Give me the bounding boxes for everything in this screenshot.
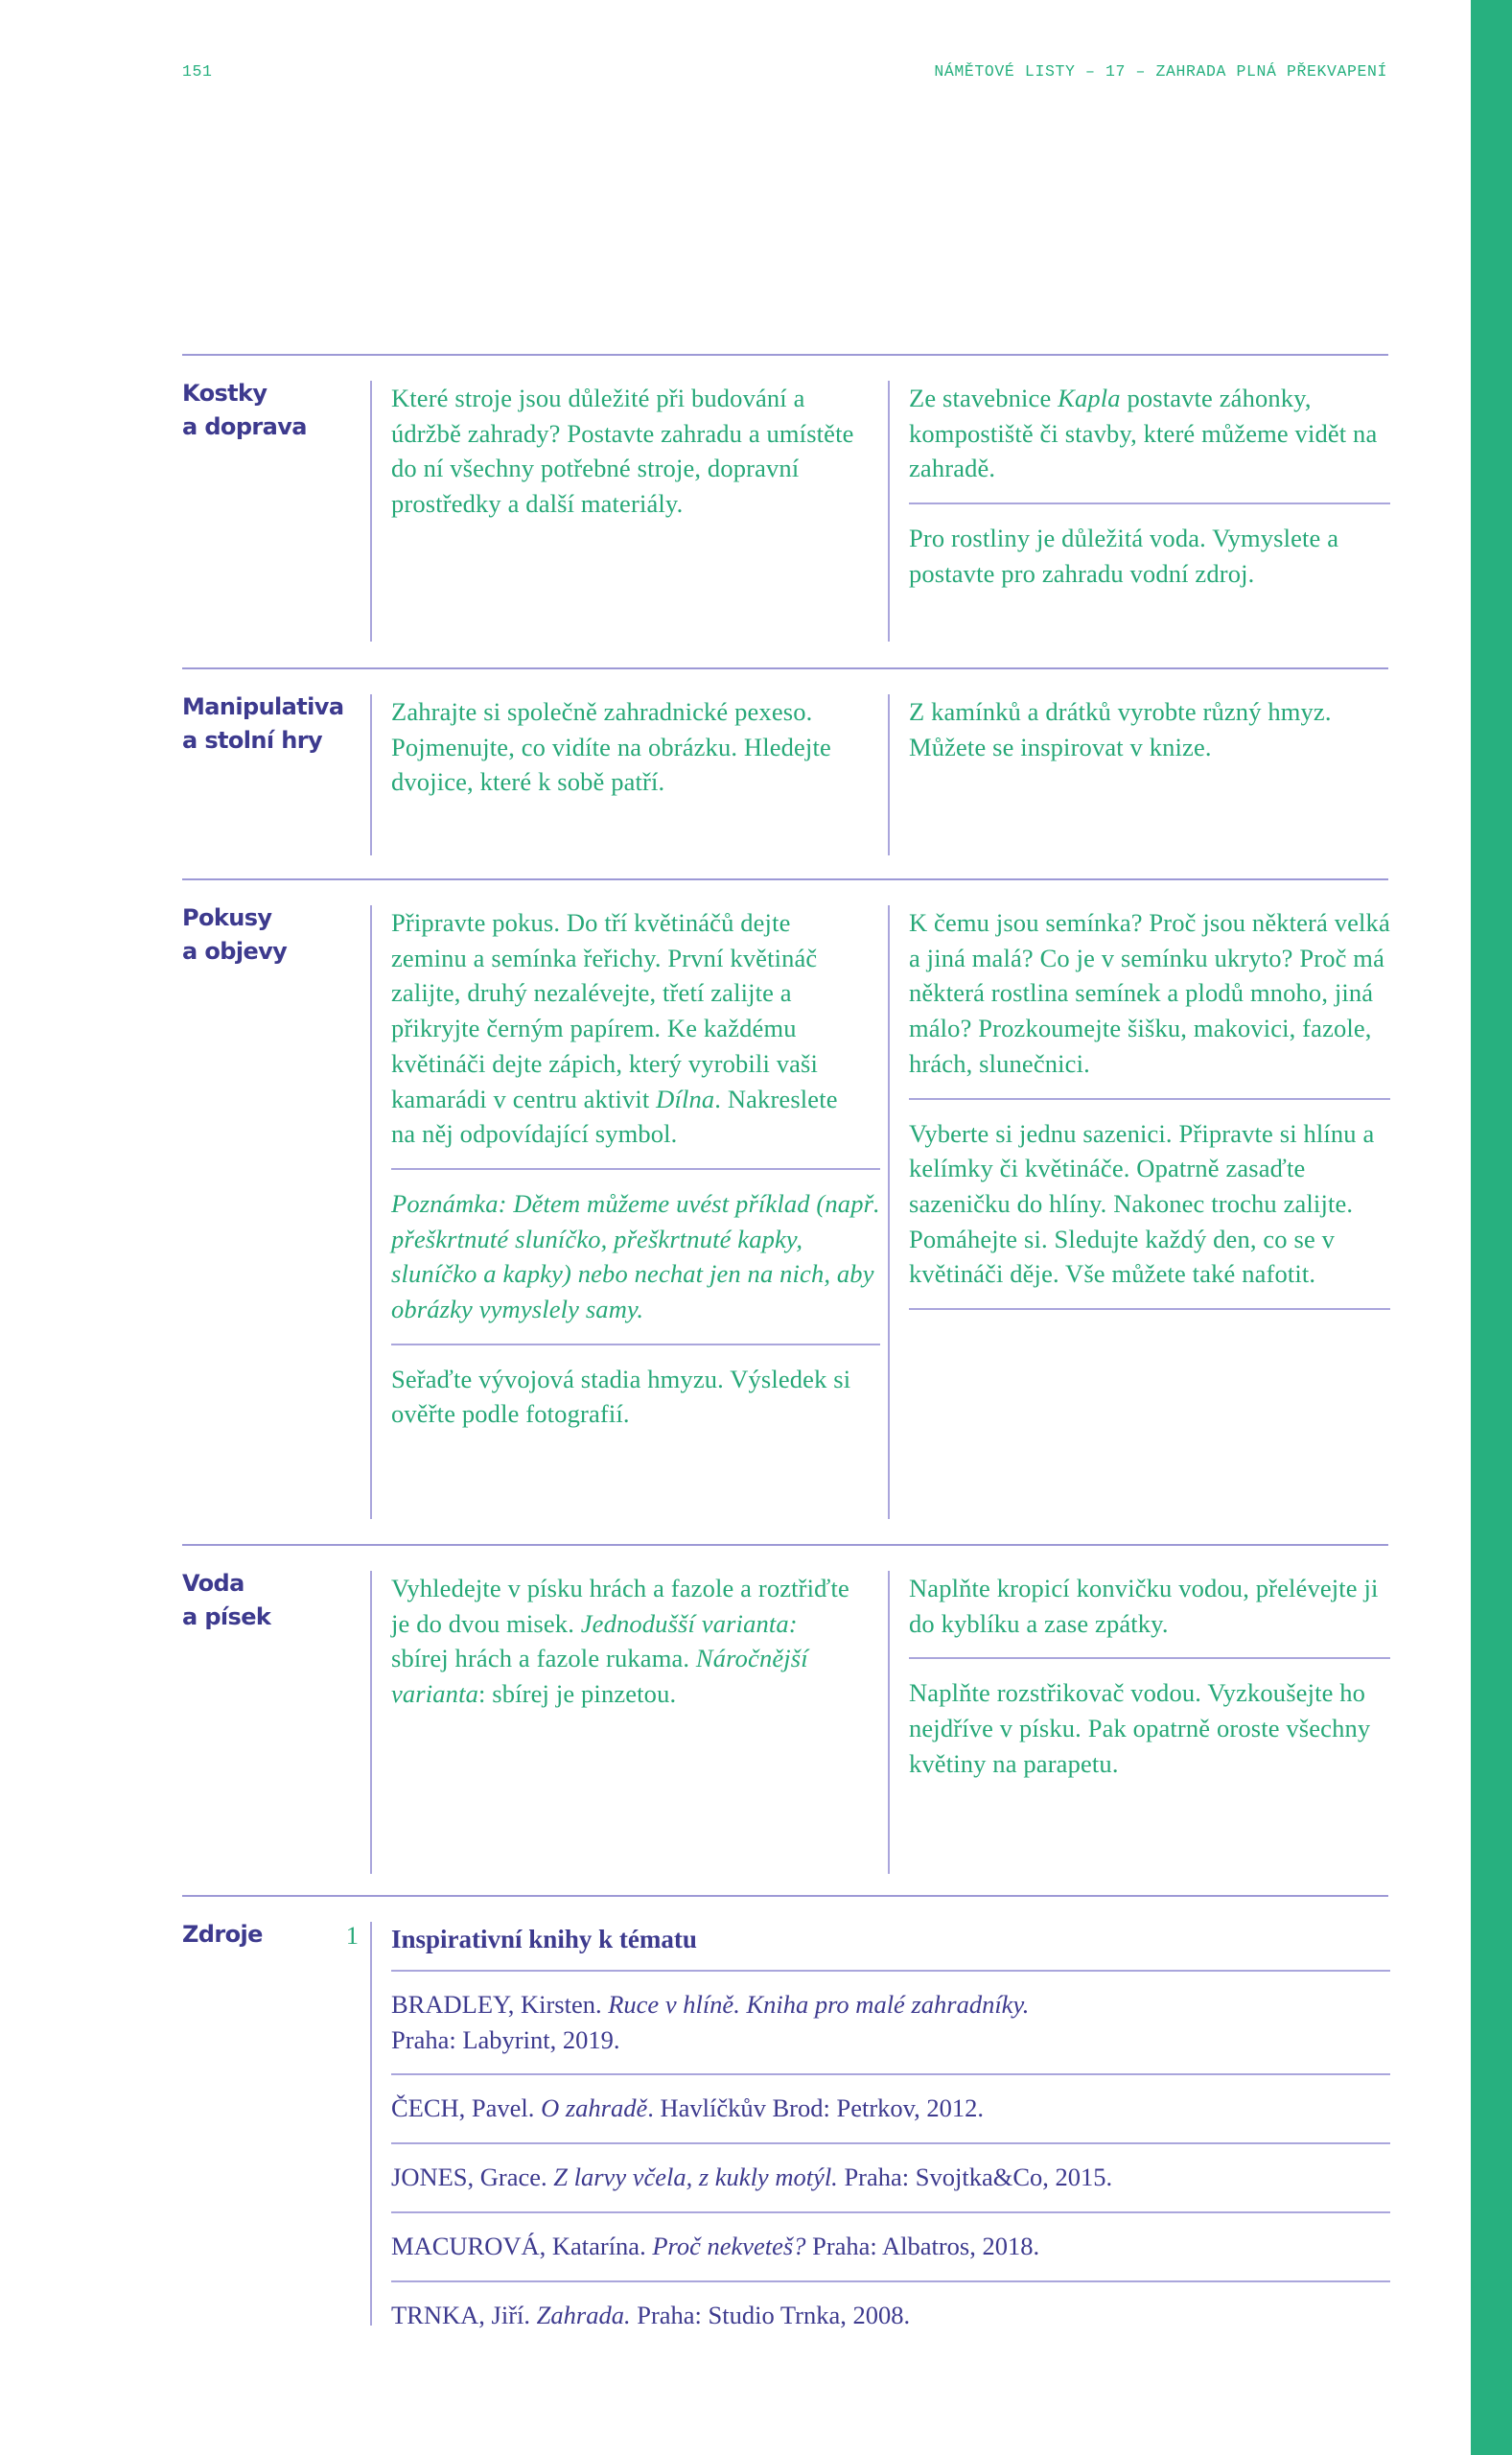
source-item [391, 2213, 1390, 2282]
text-run: Vyhledejte v písku hrách a fazole a roztřiďte je do dvou misek. [391, 1574, 849, 1638]
section-label-line: Zdroje [182, 1921, 263, 1948]
section-kostky-a-doprava [182, 354, 1388, 669]
activity-column-2 [888, 694, 1390, 855]
section-voda-a-pisek [182, 1544, 1388, 1897]
source-publisher: . Havlíčkův Brod: Petrkov, 2012. [647, 2093, 985, 2123]
section-label [182, 377, 364, 444]
chapter-color-bar [1471, 0, 1512, 2455]
source-publisher: Praha: Labyrint, 2019. [391, 2024, 620, 2054]
source-title: O zahradě [541, 2093, 648, 2123]
source-publisher: Praha: Svojtka&Co, 2015. [837, 2163, 1113, 2192]
text-run: : sbírej je pinzetou. [478, 1679, 677, 1709]
source-title: Zahrada. [536, 2300, 631, 2329]
section-label-line: Kostky [182, 380, 268, 407]
activity-text: Naplňte rozstřikovač vodou. Vyzkoušejte ho nejdříve v písku. Pak opatrně oroste všechny květiny na parapetu. [909, 1657, 1390, 1781]
italic-label: Náročnější varianta [391, 1644, 808, 1709]
activity-column-1 [370, 1571, 880, 1874]
italic-title: Kapla [1058, 384, 1121, 412]
section-label-line: Pokusy [182, 904, 272, 931]
activity-text: K čemu jsou semínka? Proč jsou některá velká a jiná malá? Co je v semínku ukryto? Proč má některá rostlina semínek a plodů mnoho, jiná málo? Prozkoumejte šišku, makovici, fazole, hrách, slunečnici. [909, 908, 1390, 1078]
activity-text [909, 381, 1390, 503]
sources-column [370, 1922, 1390, 2329]
source-title: Proč nekveteš? [652, 2231, 806, 2260]
section-label-line: Manipulativa [182, 693, 344, 720]
section-label-line: a stolní hry [182, 727, 323, 754]
source-author: MACUROVÁ, Katarína. [391, 2231, 653, 2260]
note-text [391, 1168, 880, 1344]
activity-column-2 [888, 381, 1390, 642]
activity-column-1 [370, 694, 880, 855]
activity-text [391, 905, 861, 1168]
text-run: sbírej hrách a fazole rukama. [391, 1644, 696, 1673]
italic-title: Dílna [656, 1084, 715, 1113]
running-title: NÁMĚTOVÉ LISTY – 17 – ZAHRADA PLNÁ PŘEKVAPENÍ [934, 62, 1387, 81]
section-label [182, 1567, 364, 1634]
activity-column-1 [370, 381, 880, 642]
activity-text: Naplňte kropicí konvičku vodou, přelévejte ji do kyblíku a zase zpátky. [909, 1574, 1379, 1638]
source-publisher: Praha: Studio Trnka, 2008. [630, 2300, 911, 2329]
activity-column-1 [370, 905, 880, 1519]
source-title: Ruce v hlíně. Kniha pro malé zahradníky. [608, 1990, 1030, 2019]
activity-text: Vyberte si jednu sazenici. Připravte si hlínu a kelímky či květináče. Opatrně zasaďte sazeničku do hlíny. Nakonec trochu zalijte. Pomáhejte si. Sledujte každý den, co se v květináči děje. Vše můžete také nafotit. [909, 1098, 1390, 1311]
section-zdroje [182, 1895, 1388, 2348]
italic-note: Poznámka: Dětem můžeme uvést příklad (např. přeškrtnuté sluníčko, přeškrtnuté kapky, sluníčko a kapky) nebo nechat jen na nich, aby obrázky vymyslely samy. [391, 1188, 880, 1324]
section-label-line: a písek [182, 1603, 271, 1630]
section-label [182, 901, 364, 969]
sources-heading: Inspirativní knihy k tématu [391, 1922, 1390, 1972]
source-author: TRNKA, Jiří. [391, 2300, 537, 2329]
source-author: JONES, Grace. [391, 2163, 554, 2192]
activity-text: Seřaďte vývojová stadia hmyzu. Výsledek si ověřte podle fotografií. [391, 1344, 880, 1432]
section-label-line: a objevy [182, 938, 288, 965]
section-label [182, 690, 364, 758]
source-publisher: Praha: Albatros, 2018. [805, 2231, 1040, 2260]
text-run: Ze stavebnice [909, 384, 1058, 412]
activity-text [391, 1571, 851, 1712]
text-run: postavte záhonky, kompostiště či stavby, které můžeme vidět na zahradě. [909, 384, 1378, 483]
activity-column-2 [888, 905, 1390, 1519]
source-author: ČECH, Pavel. [391, 2093, 542, 2123]
activity-text: Zahrajte si společně zahradnické pexeso. Pojmenujte, co vidíte na obrázku. Hledejte dvojice, které k sobě patří. [391, 697, 831, 797]
page-number: 151 [182, 62, 213, 81]
activity-text: Z kamínků a drátků vyrobte různý hmyz. Můžete se inspirovat v knize. [909, 697, 1332, 761]
section-label-line: a doprava [182, 413, 307, 440]
section-pokusy-a-objevy [182, 878, 1388, 1546]
source-item [391, 1972, 1390, 2075]
activity-text: Pro rostliny je důležitá voda. Vymyslete a postavte pro zahradu vodní zdroj. [909, 503, 1390, 591]
activity-text: Které stroje jsou důležité při budování a údržbě zahrady? Postavte zahradu a umístěte do ní všechny potřebné stroje, dopravní prostředky a další materiály. [391, 384, 854, 519]
section-label-line: Voda [182, 1570, 244, 1597]
text-run: Připravte pokus. Do tří květináčů dejte zeminu a semínka řeřichy. První květináč zalijte, druhý nezalévejte, třetí zalijte a přikryjte černým papírem. Ke každému květináči dejte zápich, který vyrobili vaši kamarádi v centru aktivit [391, 908, 819, 1113]
source-author: BRADLEY, Kirsten. [391, 1990, 609, 2019]
source-group-number: 1 [345, 1921, 359, 1950]
activity-column-2 [888, 1571, 1390, 1874]
source-title: Z larvy včela, z kukly motýl. [553, 2163, 838, 2192]
source-item [391, 2075, 1390, 2144]
section-manipulativa [182, 667, 1388, 880]
text-run: . Nakreslete na něj odpovídající symbol. [391, 1084, 838, 1149]
source-item [391, 2144, 1390, 2213]
source-item [391, 2282, 1390, 2350]
italic-label: Jednodušší varianta: [580, 1608, 798, 1638]
